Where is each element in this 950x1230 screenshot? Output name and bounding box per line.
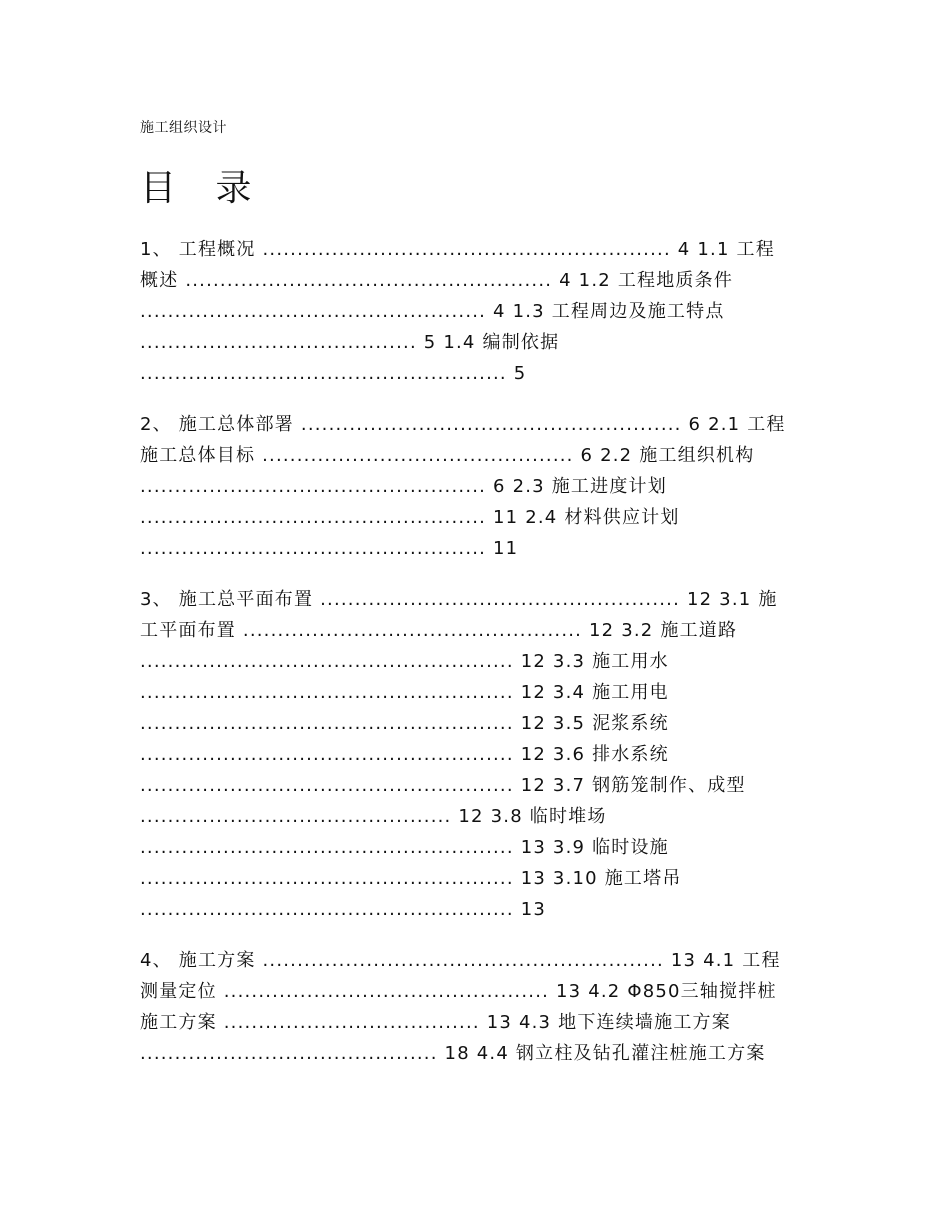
toc-line: 施工方案 ..................................... 13 4.3 地下连续墙施工方案 bbox=[140, 1012, 731, 1033]
toc-line: ...................................................... 12 3.5 泥浆系统 bbox=[140, 713, 669, 734]
toc-line: 概述 ..................................................... 4 1.2 工程地质条件 bbox=[140, 270, 734, 291]
toc-line: ...................................................... 12 3.6 排水系统 bbox=[140, 744, 669, 765]
section-spacer bbox=[140, 564, 820, 584]
toc-section-4 bbox=[140, 945, 820, 1069]
toc-line: ...................................................... 12 3.7 钢筋笼制作、成型 bbox=[140, 775, 746, 796]
toc-line: 测量定位 ............................................... 13 4.2 Φ850三轴搅拌桩 bbox=[140, 981, 777, 1002]
toc-line: ..................................................... 5 bbox=[140, 363, 527, 384]
toc-line: .................................................. 4 1.3 工程周边及施工特点 bbox=[140, 301, 725, 322]
toc-line: ............................................. 12 3.8 临时堆场 bbox=[140, 806, 607, 827]
toc-line: ........................................ 5 1.4 编制依据 bbox=[140, 332, 560, 353]
section-spacer bbox=[140, 925, 820, 945]
table-of-contents bbox=[140, 234, 820, 1069]
toc-line: .................................................. 11 bbox=[140, 538, 519, 559]
toc-line: ...................................................... 13 bbox=[140, 899, 546, 920]
toc-line: ...................................................... 12 3.4 施工用电 bbox=[140, 682, 669, 703]
toc-line: 2、 施工总体部署 ....................................................... 6 2.1 工程 bbox=[140, 414, 786, 435]
toc-line: .................................................. 6 2.3 施工进度计划 bbox=[140, 476, 667, 497]
toc-title: 目 录 bbox=[140, 168, 266, 209]
toc-line: ...................................................... 13 3.10 施工塔吊 bbox=[140, 868, 682, 889]
toc-line: 3、 施工总平面布置 .................................................... 12 3.1 施 bbox=[140, 589, 778, 610]
toc-section-3 bbox=[140, 584, 820, 925]
toc-line: 1、 工程概况 ........................................................... 4 1.1 工程 bbox=[140, 239, 775, 260]
section-spacer bbox=[140, 389, 820, 409]
toc-line: 施工总体目标 ............................................. 6 2.2 施工组织机构 bbox=[140, 445, 755, 466]
toc-line: 工平面布置 ................................................. 12 3.2 施工道路 bbox=[140, 620, 738, 641]
toc-section-1 bbox=[140, 234, 820, 389]
page-header: 施工组织设计 bbox=[140, 120, 227, 136]
toc-section-2 bbox=[140, 409, 820, 564]
toc-line: ........................................... 18 4.4 钢立柱及钻孔灌注桩施工方案 bbox=[140, 1043, 766, 1064]
toc-line: 4、 施工方案 .......................................................... 13 4.1 工程 bbox=[140, 950, 781, 971]
toc-line: ...................................................... 12 3.3 施工用水 bbox=[140, 651, 669, 672]
toc-line: ...................................................... 13 3.9 临时设施 bbox=[140, 837, 669, 858]
toc-line: .................................................. 11 2.4 材料供应计划 bbox=[140, 507, 680, 528]
